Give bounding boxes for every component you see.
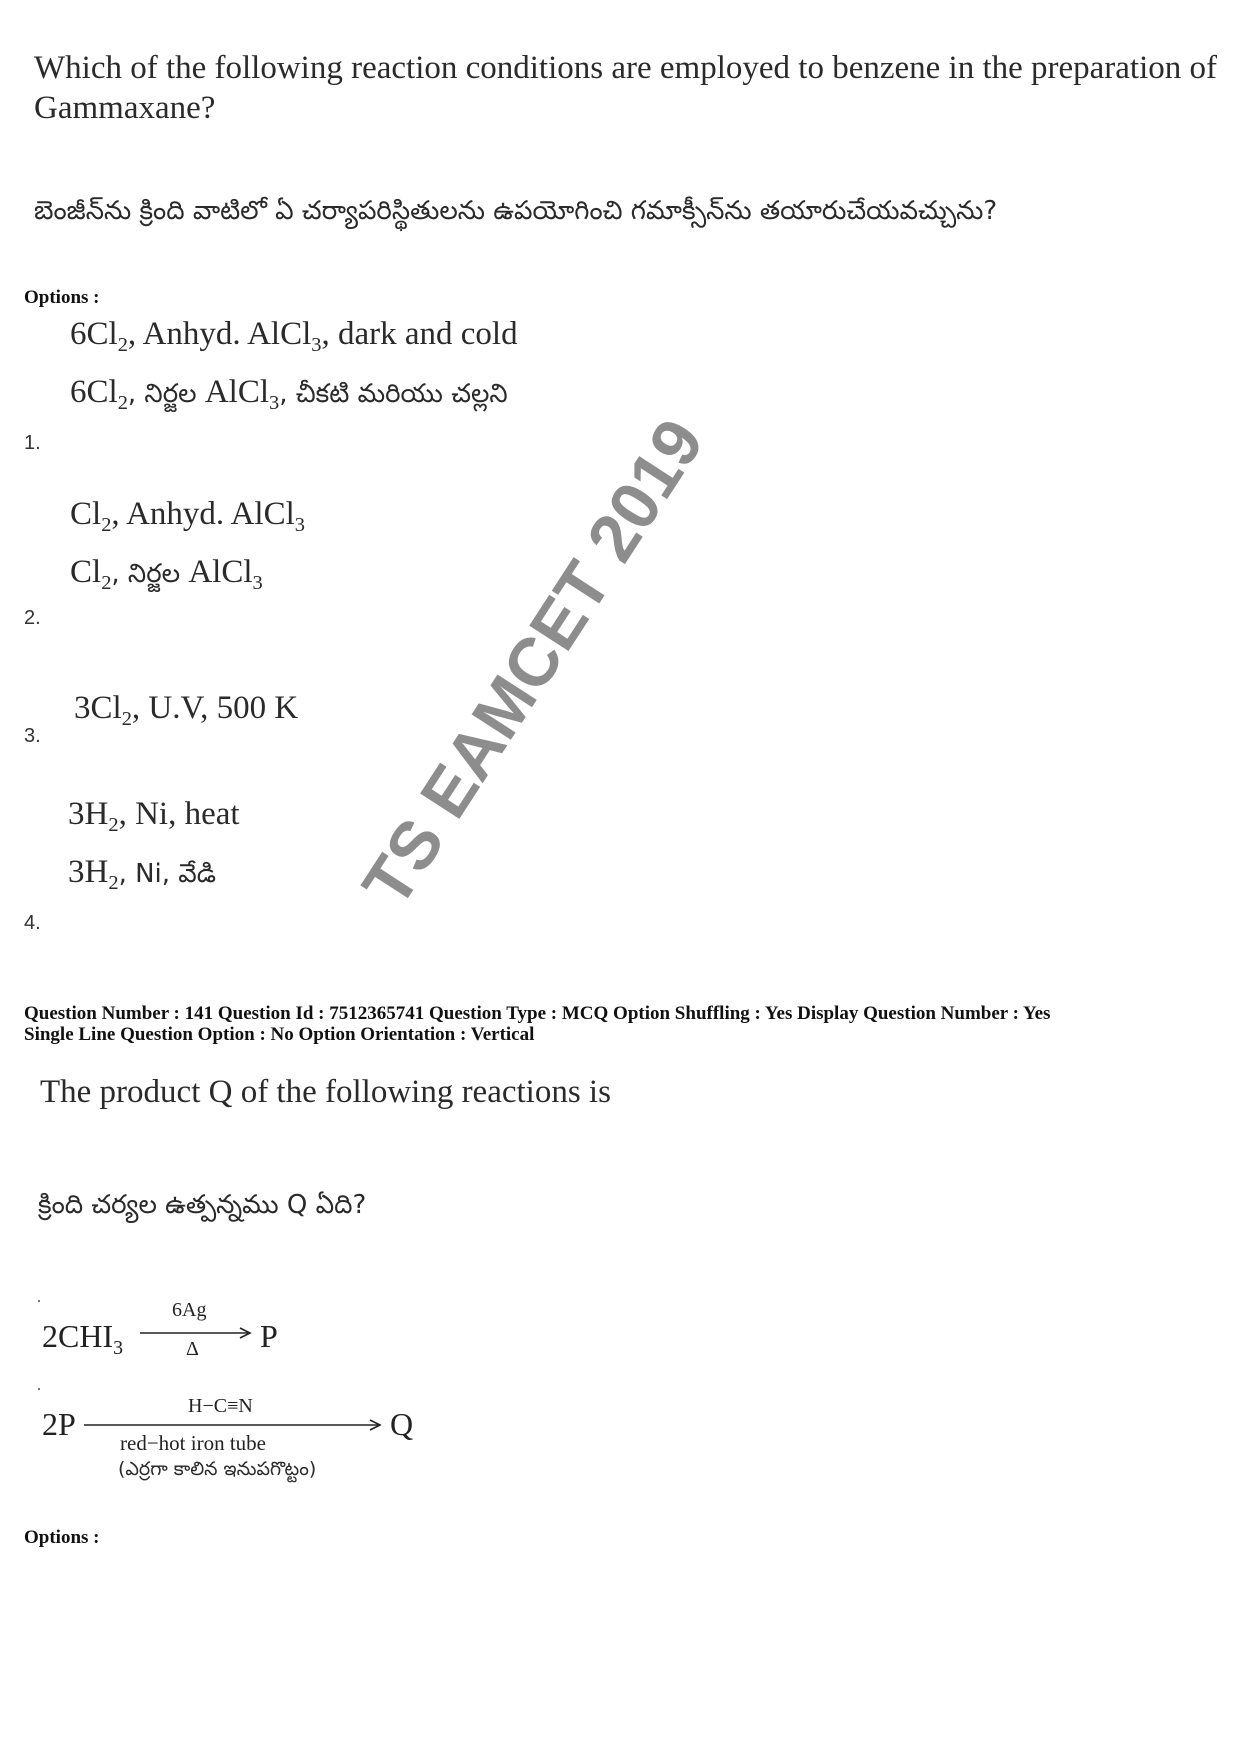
option-3-number: 3. [24, 725, 41, 747]
option-1-text-en [70, 316, 518, 357]
text-fragment: Cl [70, 496, 102, 532]
subscript: 2 [108, 872, 119, 895]
text-fragment: 6Cl [70, 316, 118, 352]
bullet-dot [38, 1300, 40, 1302]
option-3-text-en [74, 690, 299, 731]
text-fragment: 2CHI [42, 1318, 114, 1354]
text-fragment: , dark and cold [321, 316, 518, 352]
option-2-text-en [70, 496, 305, 537]
options-label-141: Options : [24, 1527, 100, 1548]
text-fragment: AlCl [204, 374, 269, 410]
option-1-number: 1. [24, 432, 41, 454]
reaction-1-condition-below: Δ [186, 1338, 199, 1360]
text-fragment: , Anhyd. AlCl [127, 316, 312, 352]
text-fragment: , Anhyd. AlCl [111, 496, 295, 532]
subscript: 2 [101, 514, 112, 537]
reaction-2-product: Q [390, 1406, 414, 1442]
text-fragment: 3H [68, 854, 109, 890]
text-fragment: , నిర్జల [111, 559, 189, 589]
subscript: 3 [113, 1336, 124, 1359]
subscript: 3 [311, 334, 322, 357]
text-fragment: 6Cl [70, 374, 118, 410]
reaction-2-condition-below-te: (ఎర్రగా కాలిన ఇనుపగొట్టం) [118, 1458, 317, 1480]
subscript: 3 [269, 392, 280, 415]
reaction-1-reactant [42, 1318, 124, 1359]
option-2-text-te [70, 554, 263, 595]
bullet-dot [38, 1388, 40, 1390]
reaction-1-reagent-above: 6Ag [172, 1299, 207, 1321]
question-meta-line1: Question Number : 141 Question Id : 7512365741 Question Type : MCQ Option Shuffling : Yes Display Question Number : Yes [24, 1003, 1051, 1024]
question-text-te: బెంజీన్‌ను క్రింది వాటిలో ఏ చర్యాపరిస్థితులను ఉపయోగించి గమాక్సీన్‌ను తయారుచేయవచ్చును? [34, 196, 998, 226]
reaction-2-reagent-above: H−C≡N [188, 1395, 253, 1417]
question-text-en-line2: Gammaxane? [34, 90, 216, 126]
subscript: 3 [252, 572, 263, 595]
option-1-text-te [70, 374, 508, 415]
text-fragment: Cl [70, 554, 102, 590]
question-141-text-te: క్రింది చర్యల ఉత్పన్నము Q ఏది? [38, 1190, 367, 1220]
text-fragment: 3Cl [74, 690, 122, 726]
question-text-en-line1: Which of the following reaction conditions are employed to benzene in the preparation of [34, 50, 1218, 86]
subscript: 2 [117, 392, 128, 415]
text-fragment: AlCl [188, 554, 253, 590]
subscript: 2 [121, 708, 132, 731]
text-fragment: , Ni, heat [118, 796, 240, 832]
option-4-text-te [68, 854, 216, 895]
reaction-2-arrow [84, 1418, 384, 1432]
text-fragment: , U.V, 500 K [131, 690, 299, 726]
subscript: 2 [101, 572, 112, 595]
subscript: 2 [108, 814, 119, 837]
text-fragment: , నిర్జల [127, 379, 205, 409]
text-fragment: 3H [68, 796, 109, 832]
option-4-number: 4. [24, 912, 41, 934]
text-fragment: , Ni, వేడి [118, 859, 217, 889]
question-meta-line2: Single Line Question Option : No Option Orientation : Vertical [24, 1024, 535, 1045]
reaction-1-product: P [260, 1318, 278, 1354]
text-fragment: , చీకటి మరియు చల్లని [279, 379, 508, 409]
question-141-text-en: The product Q of the following reactions is [40, 1074, 611, 1110]
option-2-number: 2. [24, 607, 41, 629]
option-4-text-en [68, 796, 240, 837]
options-label: Options : [24, 287, 100, 308]
watermark: TS EAMCET 2019 [348, 406, 719, 920]
subscript: 3 [294, 514, 305, 537]
subscript: 2 [117, 334, 128, 357]
reaction-2-reactant: 2P [42, 1406, 76, 1442]
reaction-2-condition-below: red−hot iron tube [120, 1431, 266, 1455]
